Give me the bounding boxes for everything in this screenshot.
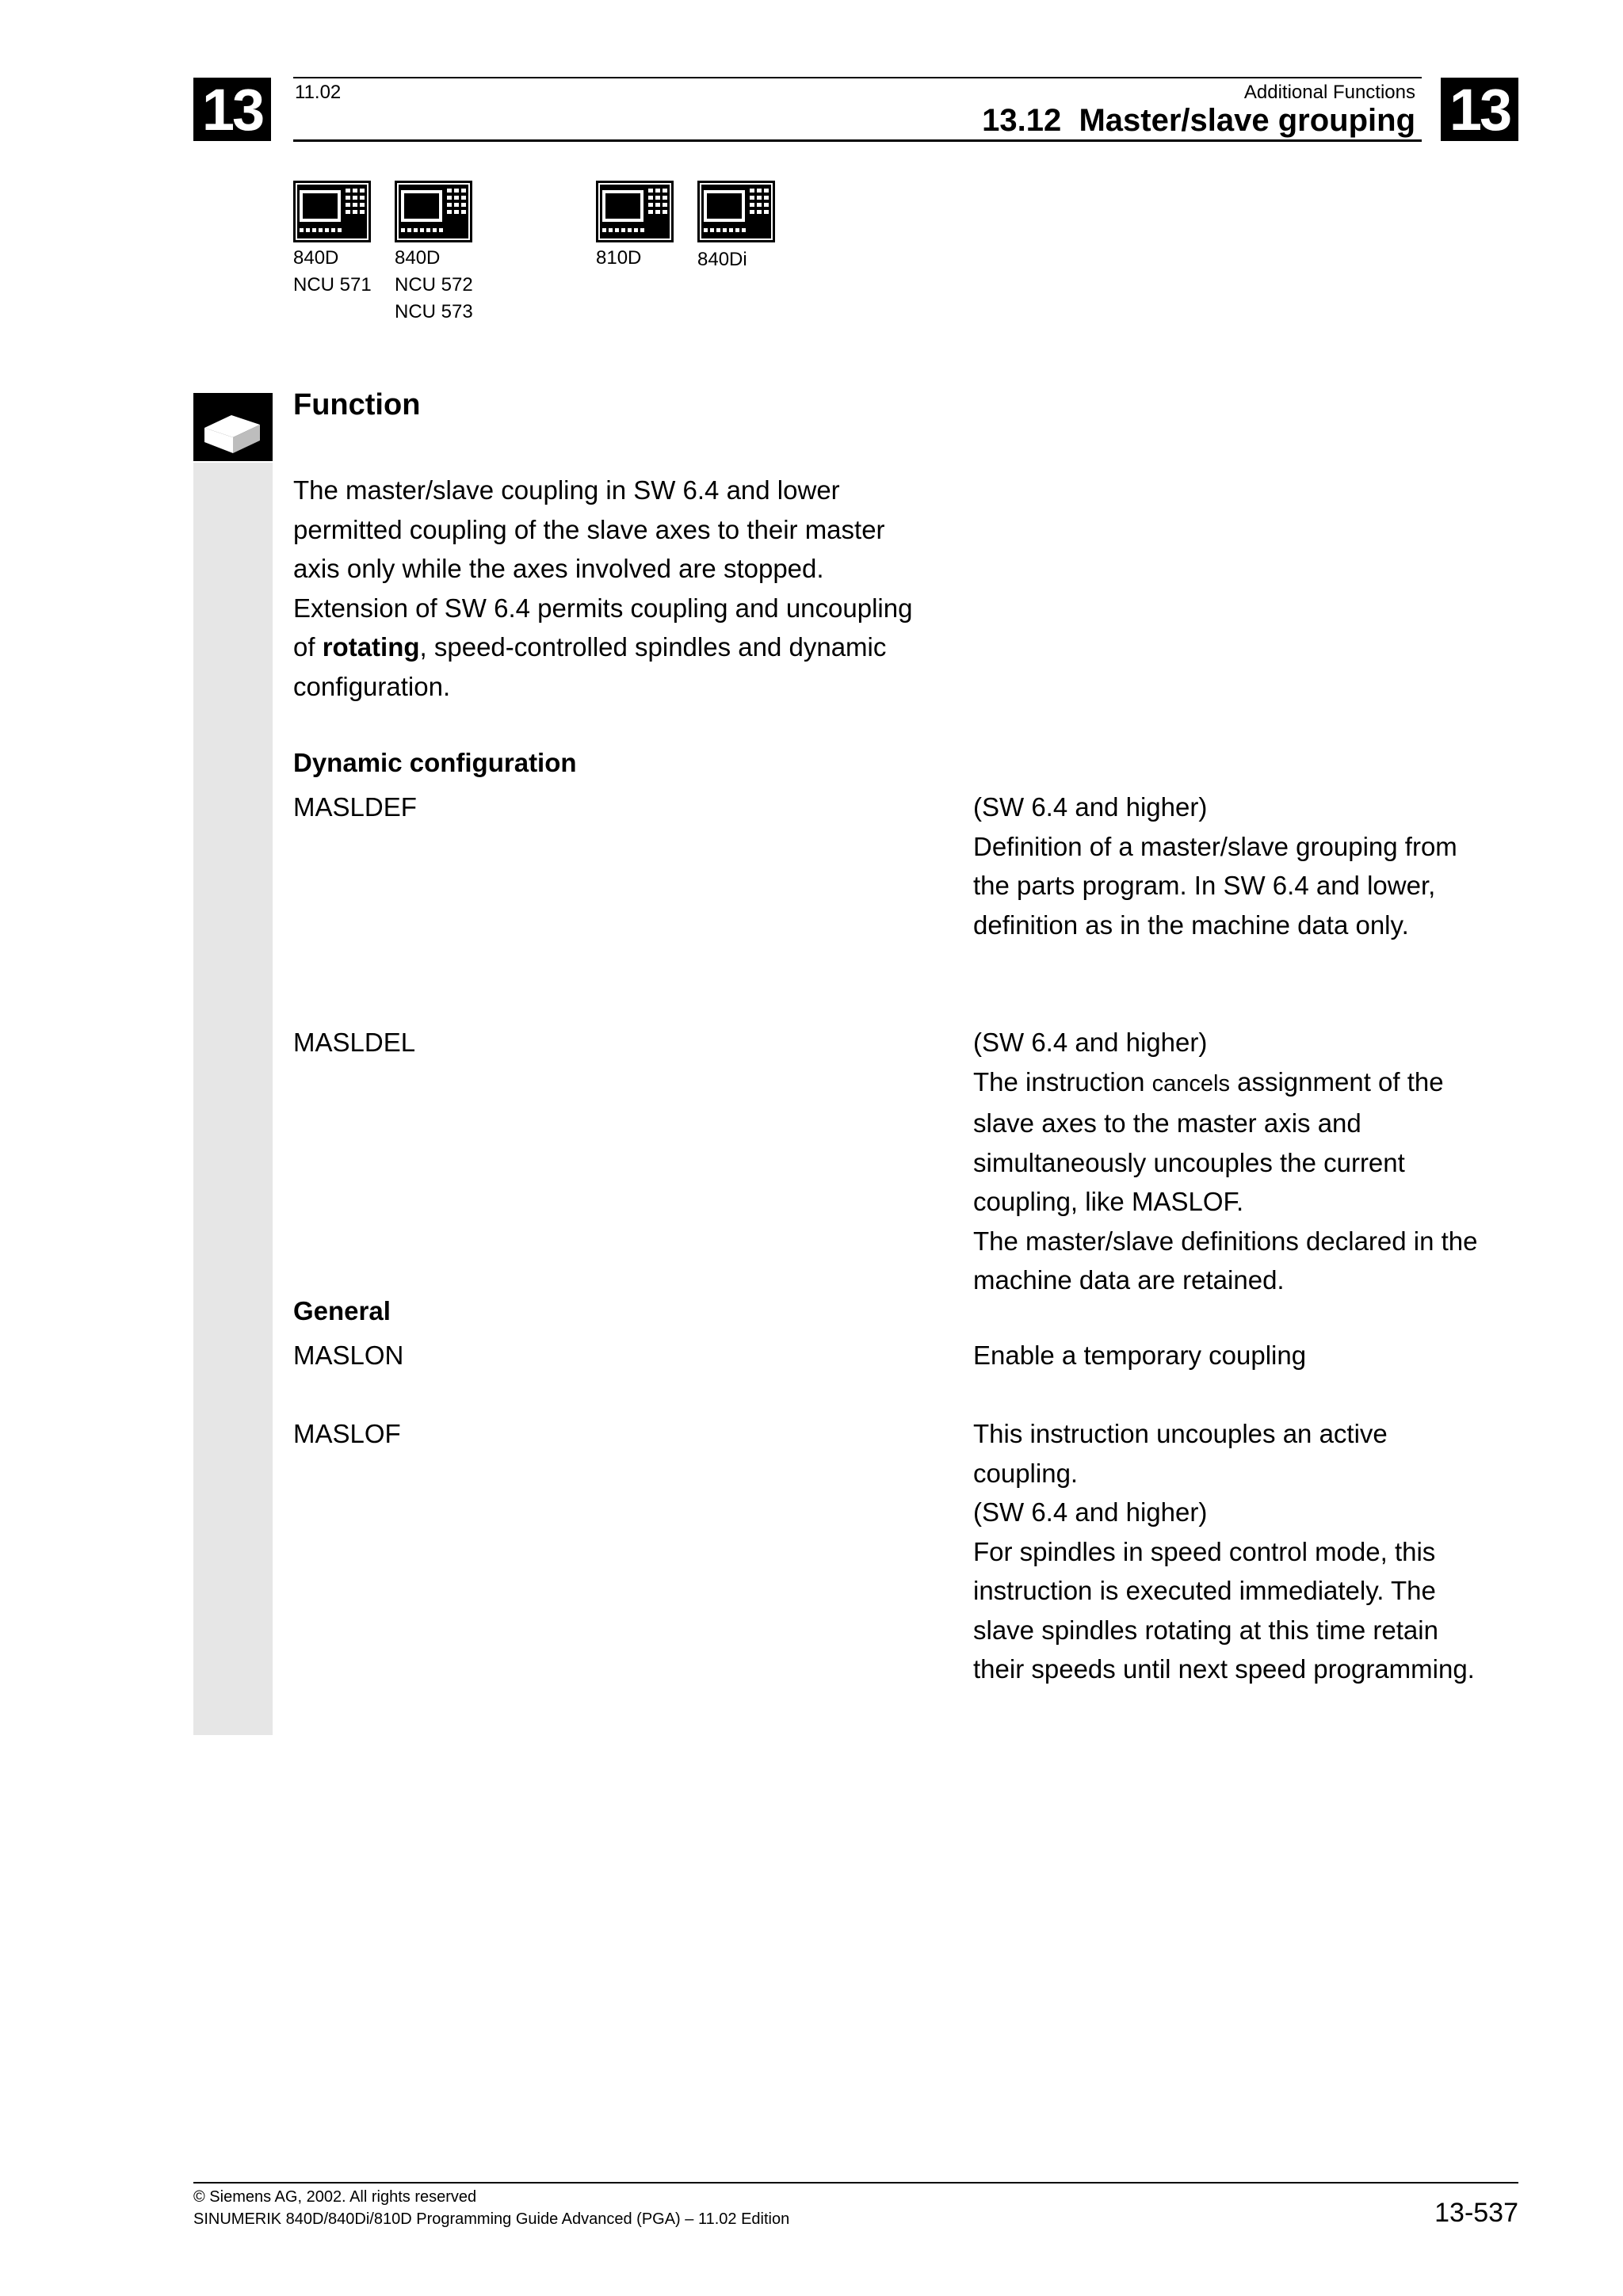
function-icon-box [193, 393, 273, 461]
header-top-rule [293, 77, 1422, 78]
function-cube-icon [193, 393, 273, 461]
footer-rule [193, 2182, 1518, 2183]
dynamic-config-heading: Dynamic configuration [293, 748, 577, 777]
page-number: 13-537 [1434, 2198, 1518, 2228]
maslof-command: MASLOF [293, 1419, 401, 1448]
control-panel-icon [395, 181, 472, 242]
footer-copyright: © Siemens AG, 2002. All rights reserved [193, 2188, 477, 2206]
maslon-description: Enable a temporary coupling [973, 1341, 1307, 1370]
footer-document-title: SINUMERIK 840D/840Di/810D Programming Guide Advanced (PGA) – 11.02 Edition [193, 2210, 790, 2228]
maslof-description: This instruction uncouples an active coupling. (SW 6.4 and higher) For spindles in speed control mode, this instruction is executed immediately. The slave spindles rotating at this time retain their speeds until next speed programming. [973, 1419, 1475, 1684]
masldel-command: MASLDEL [293, 1028, 416, 1057]
masldel-description: (SW 6.4 and higher) The instruction cancels assignment of the slave axes to the master axis and simultaneously uncouples the current coupling, like MASLOF. The master/slave definitions declared in the machine data are retained. [973, 1028, 1478, 1295]
margin-bar [193, 463, 273, 1735]
control-panel-icon [697, 181, 775, 242]
section-title: 13.12 Master/slave grouping [982, 103, 1415, 138]
function-intro: The master/slave coupling in SW 6.4 and lower permitted coupling of the slave axes to their master axis only while the axes involved are stopped. Extension of SW 6.4 permits coupling and uncoupling of rotating, speed-controlled spindles and dynamic configuration. [293, 475, 913, 701]
header-category: Additional Functions [1243, 82, 1415, 103]
masldef-command: MASLDEF [293, 792, 417, 822]
chapter-badge-left: 13 [193, 78, 271, 141]
maslon-command: MASLON [293, 1341, 404, 1370]
control-label-840d-571: 840D NCU 571 [293, 247, 372, 296]
control-panel-icon [293, 181, 371, 242]
control-label-840d-572: 840D NCU 572 NCU 573 [395, 247, 473, 322]
control-panel-icon [596, 181, 674, 242]
chapter-badge-right: 13 [1441, 78, 1518, 141]
header-date: 11.02 [295, 82, 342, 103]
general-heading: General [293, 1296, 391, 1325]
masldef-description: (SW 6.4 and higher) Definition of a master/slave grouping from the parts program. In SW 6.4 and lower, definition as in the machine data only. [973, 792, 1457, 940]
header-bottom-rule [293, 139, 1422, 142]
control-label-840di: 840Di [697, 249, 747, 270]
control-label-810d: 810D [596, 247, 642, 269]
function-title: Function [293, 388, 421, 421]
